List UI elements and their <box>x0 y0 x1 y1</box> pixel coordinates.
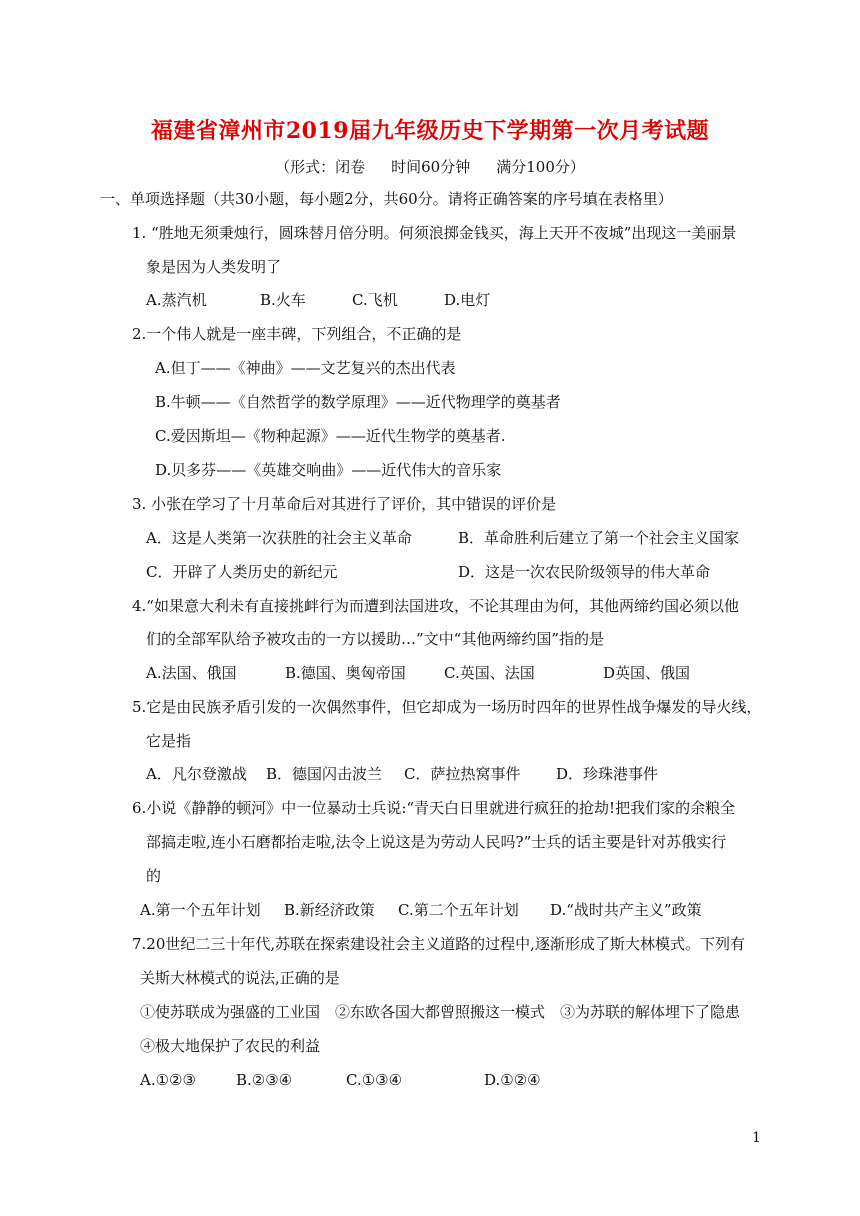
question-1-line-2: 象是因为人类发明了 <box>146 258 282 276</box>
score-text: 满分100分） <box>496 158 585 176</box>
section-heading: 一、单项选择题（共30小题，每小题2分，共60分。请将正确答案的序号填在表格里） <box>100 190 673 208</box>
question-6-line-3: 的 <box>146 867 162 885</box>
question-1-option-a: A.蒸汽机 <box>146 291 207 309</box>
question-2-option-c: C.爱因斯坦—《物种起源》——近代生物学的奠基者. <box>155 427 506 445</box>
question-6-line-1: 6.小说《静静的顿河》中一位暴动士兵说:“青天白日里就进行疯狂的抢劫!把我们家的余粮全 <box>132 799 736 817</box>
question-5-option-d: D．珍珠港事件 <box>556 765 659 783</box>
question-7-option-c: C.①③④ <box>346 1071 403 1089</box>
page-number: 1 <box>752 1130 761 1146</box>
question-6-line-2: 部搞走啦,连小石磨都抬走啦,法令上说这是为劳动人民吗?”士兵的话主要是针对苏俄实行 <box>146 833 727 851</box>
format-text: （形式：闭卷 <box>275 158 366 176</box>
question-5-option-a: A．凡尔登激战 <box>146 765 247 783</box>
question-3-option-c: C．开辟了人类历史的新纪元 <box>146 563 338 581</box>
question-4-option-d: D英国、俄国 <box>603 664 691 682</box>
question-7-option-a: A.①②③ <box>140 1071 196 1089</box>
question-4-option-a: A.法国、俄国 <box>146 664 237 682</box>
question-6-option-b: B.新经济政策 <box>284 901 375 919</box>
question-4-option-c: C.英国、法国 <box>444 664 535 682</box>
question-1-option-b: B.火车 <box>260 291 306 309</box>
question-7-line-3: ①使苏联成为强盛的工业国 ②东欧各国大都曾照搬这一模式 ③为苏联的解体埋下了隐患 <box>140 1003 741 1021</box>
question-1-line-1: 1. “胜地无须秉烛行，圆珠替月倍分明。何须浪掷金钱买，海上天开不夜城”出现这一美丽景 <box>132 224 737 242</box>
question-6-option-d: D.“战时共产主义”政策 <box>550 901 702 919</box>
question-7-line-2: 关斯大林模式的说法,正确的是 <box>140 969 340 987</box>
exam-format-info <box>0 156 860 177</box>
question-7-line-1: 7.20世纪二三十年代,苏联在探索建设社会主义道路的过程中,逐渐形成了斯大林模式。下列有 <box>132 935 745 953</box>
question-4-line-1: 4.“如果意大利未有直接挑衅行为而遭到法国进攻，不论其理由为何，其他两缔约国必须以他 <box>132 597 739 615</box>
question-2-option-b: B.牛顿——《自然哲学的数学原理》——近代物理学的奠基者 <box>155 393 561 411</box>
question-3-option-b: B．革命胜利后建立了第一个社会主义国家 <box>458 529 740 547</box>
question-4-line-2: 们的全部军队给予被攻击的一方以援助…”文中“其他两缔约国”指的是 <box>146 630 605 648</box>
question-3-option-d: D．这是一次农民阶级领导的伟大革命 <box>458 563 711 581</box>
question-2-line-1: 2.一个伟人就是一座丰碑，下列组合，不正确的是 <box>132 325 462 343</box>
question-6-option-c: C.第二个五年计划 <box>398 901 519 919</box>
question-1-option-c: C.飞机 <box>352 291 398 309</box>
question-3-option-a: A．这是人类第一次获胜的社会主义革命 <box>146 529 412 547</box>
time-text: 时间60分钟 <box>391 158 471 176</box>
question-7-option-d: D.①②④ <box>484 1071 541 1089</box>
question-4-option-b: B.德国、奥匈帝国 <box>285 664 406 682</box>
question-5-line-2: 它是指 <box>146 732 192 750</box>
exam-title: 福建省漳州市2019届九年级历史下学期第一次月考试题 <box>150 118 710 144</box>
question-7-line-4: ④极大地保护了农民的利益 <box>140 1037 321 1055</box>
question-1-option-d: D.电灯 <box>444 291 491 309</box>
question-5-option-c: C．萨拉热窝事件 <box>404 765 521 783</box>
question-6-option-a: A.第一个五年计划 <box>140 901 261 919</box>
question-2-option-a: A.但丁——《神曲》——文艺复兴的杰出代表 <box>155 359 456 377</box>
question-5-option-b: B．德国闪击波兰 <box>266 765 383 783</box>
question-5-line-1: 5.它是由民族矛盾引发的一次偶然事件，但它却成为一场历时四年的世界性战争爆发的导火线， <box>132 698 762 716</box>
question-7-option-b: B.②③④ <box>236 1071 293 1089</box>
question-2-option-d: D.贝多芬——《英雄交响曲》——近代伟大的音乐家 <box>155 461 502 479</box>
question-3-line-1: 3. 小张在学习了十月革命后对其进行了评价，其中错误的评价是 <box>132 495 557 513</box>
